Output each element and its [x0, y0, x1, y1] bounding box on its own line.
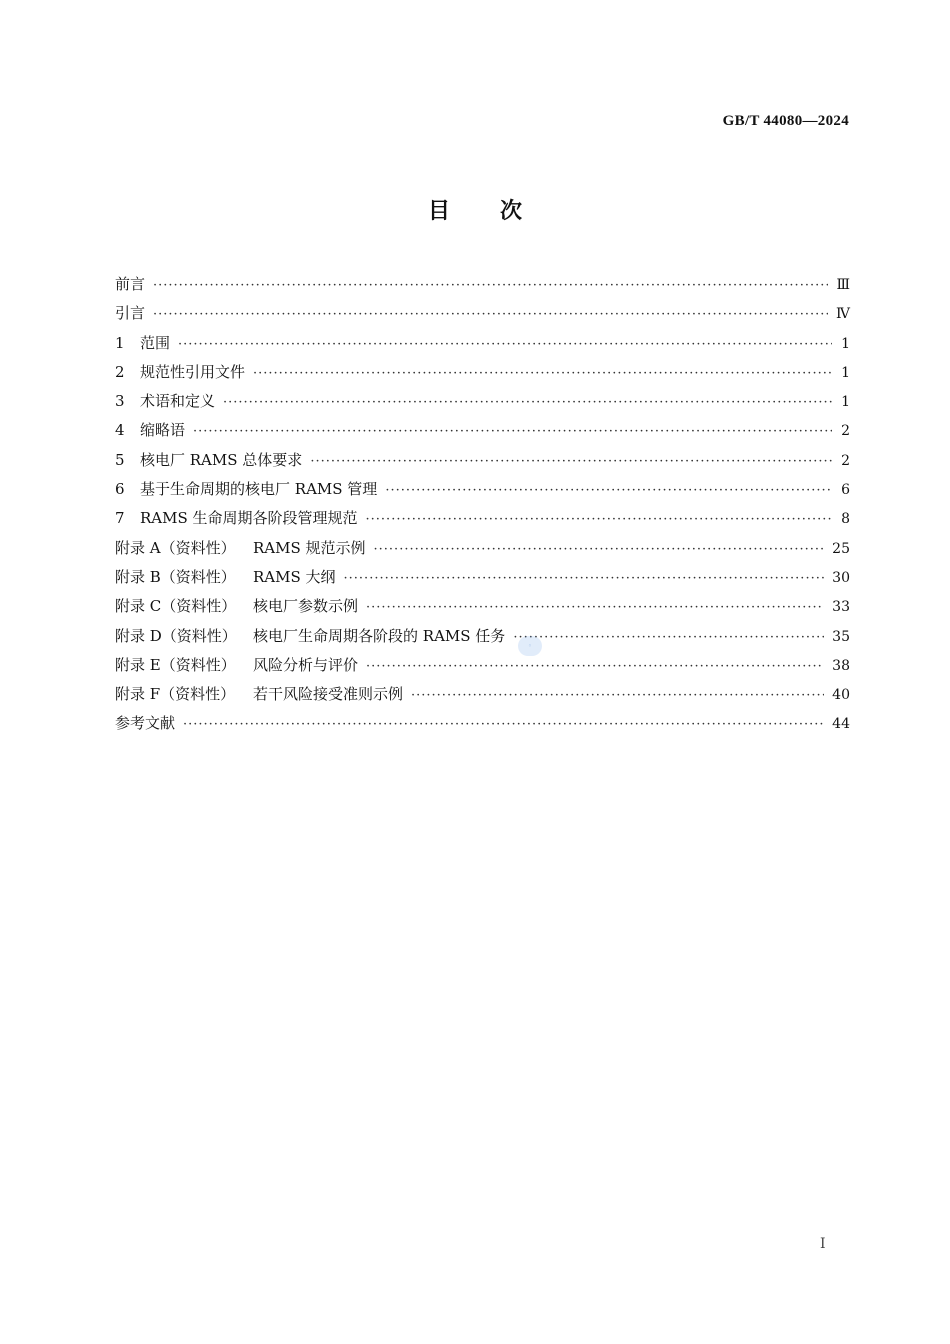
- table-of-contents: [115, 270, 850, 739]
- toc-leader-dots: [183, 710, 824, 739]
- appendix-heading: 附录 A（资料性）: [115, 538, 236, 557]
- watermark-logo-icon: ◦: [518, 636, 542, 656]
- toc-entry-page: 38: [832, 657, 850, 674]
- appendix-heading: 附录 C（资料性）: [115, 597, 237, 616]
- toc-entry-label: 规范性引用文件: [140, 362, 246, 381]
- toc-leader-dots: [193, 417, 832, 446]
- toc-entry-page: 44: [832, 716, 850, 733]
- toc-entry-section-7[interactable]: [115, 504, 850, 533]
- toc-entry-page: Ⅳ: [836, 306, 850, 323]
- toc-entry-appendix-a[interactable]: [115, 534, 850, 563]
- toc-entry-section-2[interactable]: [115, 358, 850, 387]
- toc-entry-label: 核电厂生命周期各阶段的 RAMS 任务: [253, 626, 506, 645]
- toc-leader-dots: [374, 535, 825, 564]
- toc-entry-page: 1: [841, 364, 850, 381]
- toc-entry-label: 风险分析与评价: [253, 655, 359, 674]
- appendix-heading: 附录 E（资料性）: [115, 655, 236, 674]
- toc-leader-dots: [253, 359, 832, 388]
- toc-entry-section-3[interactable]: [115, 387, 850, 416]
- toc-entry-page: 35: [832, 628, 850, 645]
- toc-entry-label: RAMS 生命周期各阶段管理规范: [140, 509, 358, 528]
- appendix-heading: 附录 F（资料性）: [115, 685, 236, 704]
- toc-entry-label: 若干风险接受准则示例: [253, 685, 404, 704]
- toc-entry-label: 核电厂 RAMS 总体要求: [140, 450, 303, 469]
- toc-leader-dots: [223, 388, 832, 417]
- toc-entry-page: 1: [841, 335, 850, 352]
- toc-entry-appendix-c[interactable]: [115, 592, 850, 621]
- toc-entry-page: 40: [832, 687, 850, 704]
- toc-entry-section-6[interactable]: [115, 475, 850, 504]
- toc-leader-dots: [411, 681, 824, 710]
- toc-entry-label: 参考文献: [115, 714, 176, 733]
- toc-entry-page: Ⅲ: [836, 277, 850, 293]
- toc-entry-label: 范围: [140, 333, 171, 352]
- toc-entry-number: 5: [115, 450, 125, 469]
- toc-entry-section-4[interactable]: [115, 416, 850, 445]
- toc-entry-number: 1: [115, 333, 125, 352]
- toc-entry-label: RAMS 规范示例: [253, 538, 366, 557]
- toc-entry-number: 7: [115, 509, 125, 528]
- toc-entry-number: 3: [115, 392, 125, 411]
- toc-leader-dots: [153, 300, 828, 329]
- toc-leader-dots: [385, 476, 832, 505]
- toc-entry-page: 25: [832, 540, 850, 557]
- toc-entry-page: 33: [832, 599, 850, 616]
- toc-entry-appendix-b[interactable]: [115, 563, 850, 592]
- toc-leader-dots: [366, 593, 824, 622]
- toc-entry-label: 前言: [115, 275, 146, 293]
- toc-entry-label: 缩略语: [140, 421, 186, 440]
- toc-entry-page: 1: [841, 394, 850, 411]
- toc-entry-appendix-e[interactable]: [115, 651, 850, 680]
- toc-leader-dots: [178, 330, 832, 359]
- toc-leader-dots: [366, 505, 832, 534]
- toc-entry-label: 核电厂参数示例: [253, 597, 359, 616]
- page-number: I: [820, 1236, 826, 1252]
- toc-entry-section-1[interactable]: [115, 329, 850, 358]
- toc-entry-number: 4: [115, 421, 125, 440]
- toc-entry-preface[interactable]: [115, 270, 850, 299]
- toc-entry-references[interactable]: [115, 709, 850, 738]
- appendix-heading: 附录 D（资料性）: [115, 626, 237, 645]
- toc-entry-page: 30: [832, 569, 850, 586]
- toc-entry-label: 引言: [115, 304, 146, 323]
- toc-entry-page: 8: [841, 511, 850, 528]
- toc-leader-dots: [366, 652, 824, 681]
- toc-entry-label: RAMS 大纲: [253, 567, 336, 586]
- appendix-heading: 附录 B（资料性）: [115, 567, 236, 586]
- page-title: 目次: [427, 199, 572, 224]
- toc-leader-dots: [310, 447, 832, 476]
- standard-code: GB/T 44080—2024: [722, 113, 849, 129]
- toc-leader-dots: [153, 271, 828, 300]
- toc-entry-appendix-d[interactable]: [115, 622, 850, 651]
- toc-entry-introduction[interactable]: [115, 299, 850, 328]
- toc-entry-number: 2: [115, 362, 125, 381]
- toc-entry-number: 6: [115, 480, 125, 499]
- toc-leader-dots: [344, 564, 825, 593]
- toc-entry-appendix-f[interactable]: [115, 680, 850, 709]
- toc-entry-page: 6: [841, 482, 850, 499]
- toc-leader-dots: [513, 623, 824, 652]
- toc-entry-section-5[interactable]: [115, 446, 850, 475]
- toc-entry-label: 基于生命周期的核电厂 RAMS 管理: [140, 480, 378, 499]
- toc-entry-page: 2: [841, 452, 850, 469]
- toc-entry-page: 2: [841, 423, 850, 440]
- toc-entry-label: 术语和定义: [140, 392, 216, 411]
